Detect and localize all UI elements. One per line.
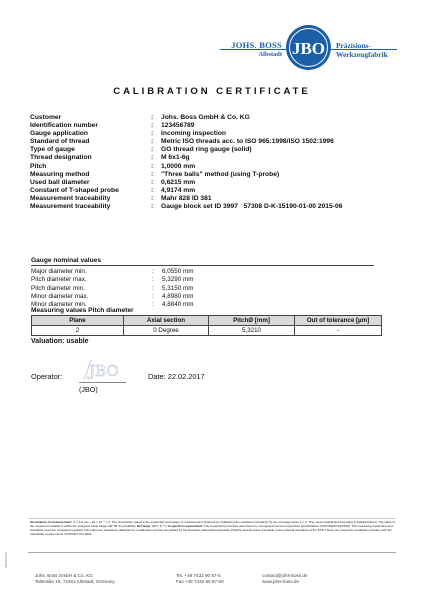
info-colon: :: [151, 130, 154, 138]
info-colon: :: [151, 194, 154, 202]
info-value: Metric ISO threads acc. to ISO 965:1998/ISO 1502:1996: [161, 138, 334, 146]
table-cell: 5,3210: [209, 326, 295, 336]
info-row: [30, 203, 342, 211]
info-label: Identification number: [30, 122, 98, 130]
footer-phone: [176, 573, 224, 586]
footer-website-link[interactable]: www.johs-boss.de: [262, 579, 300, 585]
info-label: Standard of thread: [30, 138, 90, 146]
info-label: Measuring method: [30, 170, 90, 178]
gauge-nominal-divider: [31, 265, 374, 266]
info-value: Gauge block set ID 3997 57308 D-K-15190-01-00 2015-06: [161, 203, 343, 211]
logo-company-city: Albstadt: [258, 51, 282, 58]
signature-line: [79, 382, 126, 383]
uncertainty-text: U = 2-3 µm + 10 × 10⁻⁶ × d. The uncertainty stated is the expanded uncertainty of measurement obtained by multiplying the standard uncertainty by the coverage factor k = 2. They were established according to DAkkS-DKD-3. The value of the measured variable is within the assigned value range with 95 % probability.: [30, 520, 395, 529]
fineprint: [30, 520, 395, 536]
info-row: [30, 187, 342, 195]
info-label: Gauge application: [30, 130, 88, 138]
logo-tagline-line1: Präzisions-: [336, 41, 371, 50]
info-value: Johs. Boss GmbH & Co. KG: [161, 114, 250, 121]
measuring-values-table: [31, 315, 382, 336]
gauge-label: Pitch diameter min.: [31, 284, 85, 292]
footer-fax: Fax +49 7432 90 87-60: [176, 579, 224, 585]
gauge-value: 5,3150 mm: [162, 284, 194, 292]
info-row: [30, 163, 342, 171]
info-row: [30, 179, 342, 187]
info-colon: :: [151, 178, 154, 186]
info-label: Customer: [30, 114, 62, 121]
info-value: GO thread ring gauge (solid): [161, 146, 252, 154]
gauge-value: 5,3290 mm: [162, 276, 194, 284]
info-label: Measurement traceability: [30, 203, 111, 211]
footer-divider: [28, 552, 396, 553]
document-code: GB-08-2016: [4, 551, 8, 568]
info-row: [30, 154, 342, 162]
column-header-plane: Plane: [32, 316, 124, 326]
table-cell: 2: [32, 326, 124, 336]
info-colon: :: [151, 146, 154, 154]
info-row: [30, 146, 342, 154]
gauge-nominal-list: [31, 268, 194, 309]
operator-label: Operator:: [31, 372, 63, 381]
gauge-nominal-heading: Gauge nominal values: [31, 257, 101, 264]
info-value: Mahr 828 ID 381: [161, 194, 212, 202]
operator-name: (JBO): [79, 385, 98, 394]
logo-tagline-line2: Werkzeugfabrik: [336, 50, 388, 59]
inspection-requirement-label: Inspection requirement:: [168, 524, 204, 529]
operator-signature: [80, 357, 126, 388]
gauge-value: 4,8840 mm: [162, 301, 194, 309]
footer-tel: Tel. +49 7432 90 87-0: [176, 573, 221, 578]
gauge-value: 4,8980 mm: [162, 292, 194, 300]
gauge-colon: :: [152, 268, 154, 275]
info-row: [30, 171, 342, 179]
gauge-colon: :: [152, 301, 154, 309]
footer-street: Talstraße 19, 72461 Albstadt, Germany: [35, 579, 115, 585]
gauge-label: Minor diameter max.: [31, 292, 89, 300]
column-header-out-of-tolerance: Out of tolerance [µm]: [295, 316, 382, 326]
certificate-date: Date: 22.02.2017: [148, 372, 205, 381]
gauge-row: [31, 276, 194, 284]
info-value: 1,0000 mm: [161, 162, 196, 170]
info-colon: :: [151, 114, 154, 121]
table-row: [32, 326, 382, 336]
info-value: 0,6215 mm: [161, 178, 196, 186]
reftemp-label: Ref.temp:: [137, 524, 152, 529]
footer-email-link[interactable]: contact@johs-boss.de: [262, 573, 308, 578]
info-label: Used ball diameter: [30, 178, 90, 186]
signature-text: JBO: [89, 362, 119, 380]
info-colon: :: [151, 170, 154, 178]
info-row: [30, 122, 342, 130]
gauge-row: [31, 268, 194, 276]
info-colon: :: [151, 138, 154, 146]
logo-tagline: [336, 41, 416, 59]
footer-company: Johs. Boss GmbH & Co. KG: [35, 573, 93, 578]
reftemp-text: (20 ± 1) °C.: [151, 524, 168, 529]
info-value: Incoming inspection: [161, 130, 227, 138]
gauge-row: [31, 285, 194, 293]
info-value: 4,9174 mm: [161, 186, 196, 194]
measuring-values-heading: Measuring values Pitch diameter: [31, 307, 134, 314]
info-label: Measurement traceability: [30, 194, 111, 202]
info-colon: :: [151, 162, 154, 170]
footer-address: [35, 573, 115, 586]
info-label: Pitch: [30, 162, 47, 170]
info-value: "Three balls" method (using T-probe): [161, 170, 280, 178]
info-label: Constant of T-shaped probe: [30, 186, 119, 194]
certificate-title: CALIBRATION CERTIFICATE: [113, 86, 311, 97]
gauge-colon: :: [152, 276, 154, 284]
logo-text: JBO: [291, 39, 326, 58]
certificate-info: [30, 114, 342, 211]
table-cell: 0 Degree: [124, 326, 209, 336]
gauge-colon: :: [152, 292, 154, 300]
jbo-logo-icon: [286, 25, 331, 70]
info-label: Type of gauge: [30, 146, 75, 154]
logo-company-block: [226, 40, 282, 58]
footer-contact: [262, 573, 308, 586]
table-cell: -: [295, 326, 382, 336]
valuation-result: Valuation: usable: [31, 338, 89, 345]
info-colon: :: [151, 122, 154, 130]
info-label: Thread designation: [30, 154, 92, 162]
info-colon: :: [151, 203, 154, 211]
column-header-pitch-diameter: PitchØ [mm]: [209, 316, 295, 326]
column-header-axial-section: Axial section: [124, 316, 209, 326]
gauge-label: Major diameter min.: [31, 268, 87, 275]
gauge-row: [31, 293, 194, 301]
info-colon: :: [151, 186, 154, 194]
info-value: 123456789: [161, 122, 195, 130]
info-row: [30, 195, 342, 203]
logo-company-name: JOHS. BOSS: [231, 40, 282, 50]
info-row: [30, 130, 342, 138]
info-row: [30, 138, 342, 146]
gauge-value: 6,0550 mm: [162, 268, 194, 275]
table-header-row: [32, 316, 382, 326]
gauge-colon: :: [152, 284, 154, 292]
info-row: [30, 114, 342, 122]
inspection-requirement-text: The inspection procedure was based on recognised German inspection specifications (VDI/VDE/DGQ/2618). The measuring equipment and standards used are compared regularly with reference standards calibrated by a calibration service accredited by the Deutsche Akkreditierungsstelle (DAkkS) and therefore traceable to the national standards of the PTB. Hence the inspection certificate complies with the traceability requirements of DIN EN ISO 9001.: [30, 524, 393, 537]
info-colon: :: [151, 154, 154, 162]
info-value: M 6x1-6g: [161, 154, 190, 162]
gauge-label: Minor diameter min.: [31, 301, 87, 309]
gauge-label: Pitch diameter max.: [31, 276, 87, 284]
uncertainty-label: Uncertainty of measurement:: [30, 520, 73, 524]
